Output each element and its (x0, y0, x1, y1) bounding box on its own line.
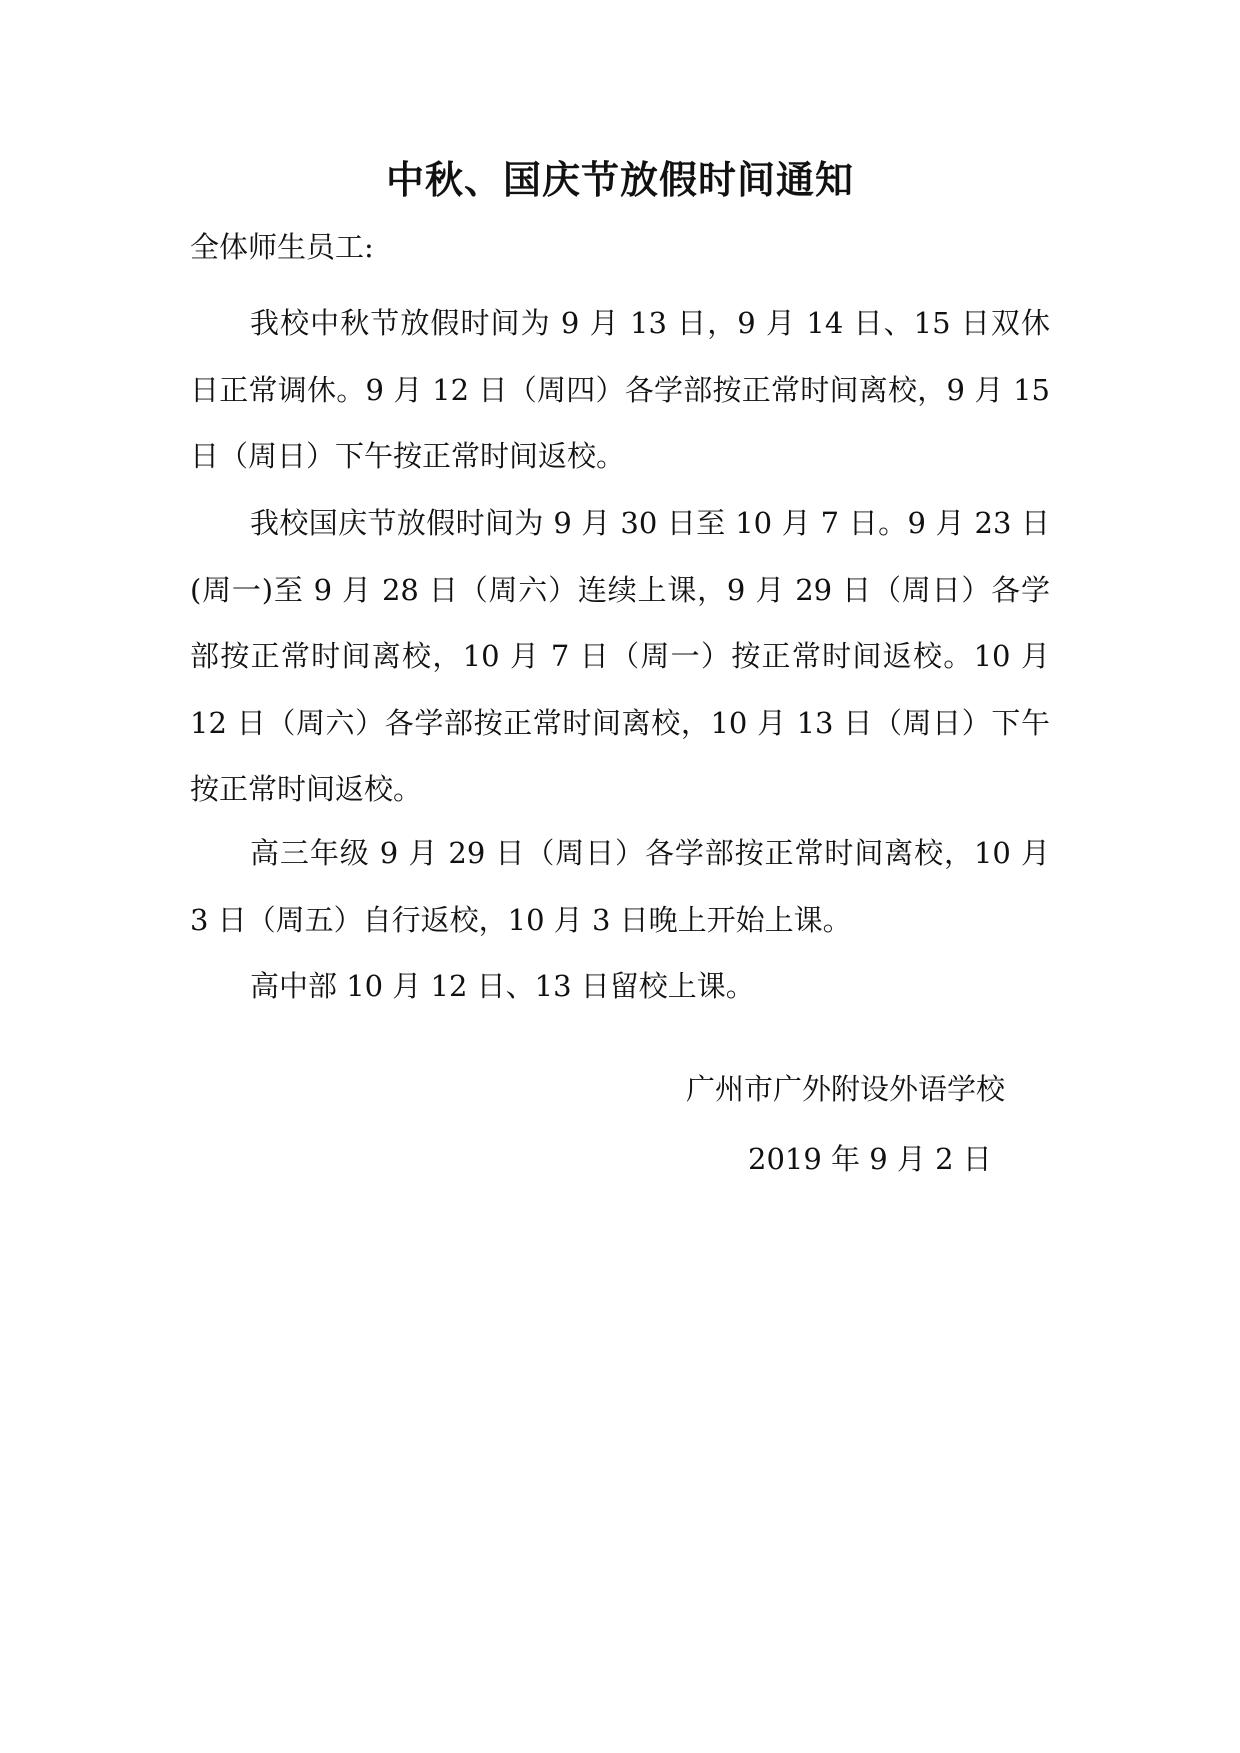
notice-date: 2019 年 9 月 2 日 (748, 1142, 992, 1176)
paragraph-mid-autumn: 我校中秋节放假时间为 9 月 13 日，9 月 14 日、15 日双休日正常调休。9 月 12 日（周四）各学部按正常时间离校，9 月 15 日（周日）下午按正常时间返校。 (190, 306, 1050, 473)
notice-title: 中秋、国庆节放假时间通知 (385, 157, 854, 202)
paragraph-senior-three: 高三年级 9 月 29 日（周日）各学部按正常时间离校，10 月 3 日（周五）自行返校，10 月 3 日晚上开始上课。 (190, 836, 1050, 937)
salutation: 全体师生员工: (190, 230, 374, 264)
paragraph-high-school: 高中部 10 月 12 日、13 日留校上课。 (250, 969, 755, 1003)
school-signature: 广州市广外附设外语学校 (686, 1072, 1006, 1106)
notice-body (190, 290, 1050, 1019)
paragraph-national-day: 我校国庆节放假时间为 9 月 30 日至 10 月 7 日。9 月 23 日(周一)至 9 月 28 日（周六）连续上课，9 月 29 日（周日）各学部按正常时间离校，10 月 7 日（周一）按正常时间返校。10 月 12 日（周六）各学部按正常时间离校，10 月 13 日（周日）下午按正常时间返校。 (190, 506, 1050, 806)
